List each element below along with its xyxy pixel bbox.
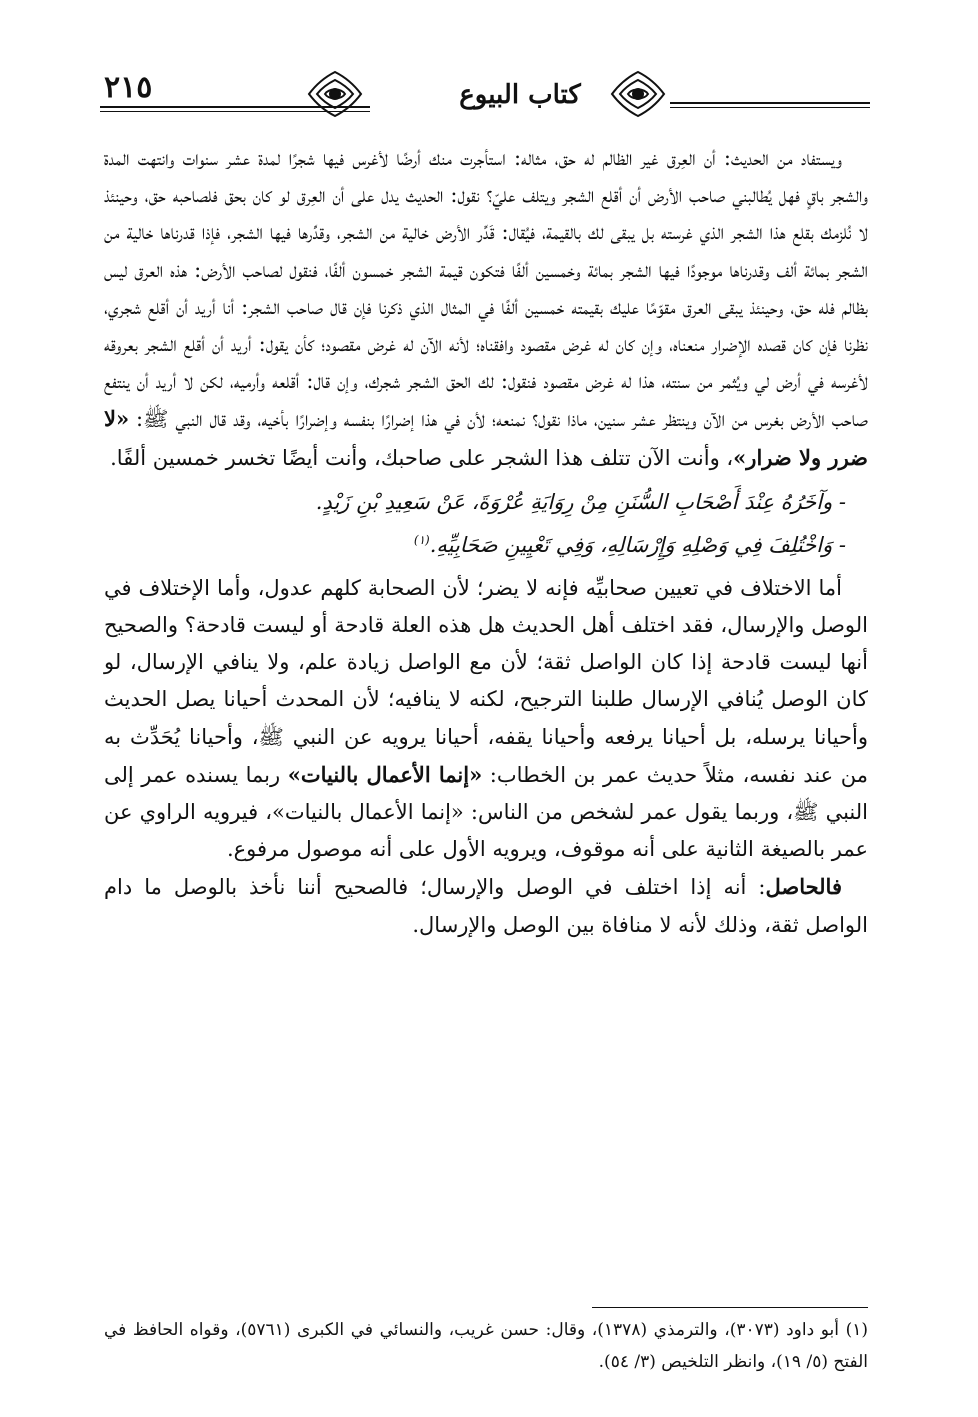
page-header (100, 66, 870, 126)
paragraph-2 (104, 570, 868, 869)
page-number: ٢١٥ (104, 70, 153, 105)
hadith-quote-niyyat: «إنما الأعمال بالنيات» (287, 761, 483, 787)
header-rule-right (670, 102, 870, 104)
paragraph-2-text-b: ربما يسنده عمر إلى النبي ﷺ، وربما يقول عمر لشخص من الناس: «إنما الأعمال بالنيات»، فيرويه الراوي عن عمر بالصيغة الثانية على أنه موقوف، ويرويه الأول على أنه موصول مرفوع. (104, 762, 868, 862)
paragraph-3-lead: فالحاصل (765, 874, 842, 900)
body-text (104, 140, 868, 944)
paragraph-1 (104, 140, 868, 477)
hadith-quote-la-darar: «لا ضرر ولا ضرار» (104, 406, 868, 470)
footnote (104, 1314, 868, 1378)
book-title: كتاب البيوع (459, 80, 581, 110)
ornament-left-icon (305, 68, 365, 120)
footnote-reference: (١) (413, 532, 430, 547)
matn-quotes (104, 483, 868, 564)
paragraph-3-text: : أنه إذا اختلف في الوصل والإرسال؛ فالصحيح أننا نأخذ بالوصل ما دام الواصل ثقة، وذلك لأنه لا منافاة بين الوصل والإرسال. (104, 875, 868, 937)
matn-quote-2 (104, 521, 846, 564)
footnote-divider (592, 1307, 868, 1308)
paragraph-2-text-a: أما الاختلاف في تعيين صحابيِّه فإنه لا يضر؛ لأن الصحابة كلهم عدول، وأما الإختلاف في الوصل والإرسال، فقد اختلف أهل الحديث هل هذه العلة قادحة أو ليست قادحة؟ والصحيح أنها ليست قادحة إذا كان الواصل ثقة؛ لأن مع الواصل زيادة علم، ولا ينافي الإرسال، لو كان الوصل يُنافي الإرسال طلبنا الترجيح، لكنه لا ينافيه؛ لأن المحدث أحيانا يصل الحديث وأحيانا يرسله، بل أحيانا يرفعه وأحيانا يقفه، أحيانا يرويه عن النبي ﷺ، وأحيانا يُحَدِّث به من عند نفسه، مثلاً حديث عمر بن الخطاب: (104, 575, 868, 787)
paragraph-1-text: ويستفاد من الحديث: أن العِرق غير الظالم له حق، مثاله: استأجرت منك أرضًا لأغرس فيها شجرًا لمدة عشر سنوات وانتهت المدة والشجر باقٍ فهل يُطالبني صاحب الأرض أن أقلع الشجر ويتلف عليّ؟ نقول: الحديث يدل على أن العِرق لو كان بحق فلصاحبه حق، وحينئذ لا نُلزمك بقلع هذا الشجر الذي غرسته بل يبقى لك بالقيمة، فيُقال: قَدِّر الأرض خالية من الشجر، وقدِّرها فيها الشجر، فإذا قدرناها خالية من الشجر بمائة ألف وقدرناها موجودًا فيها الشجر بمائة وخمسين ألفًا فتكون قيمة الشجر خمسون ألفًا، فنقول لصاحب الأرض: هذه العرق ليس بظالم فله حق، وحينئذ يبقى العرق مقوّمًا عليك بقيمته خمسين ألفًا في المثال الذي ذكرنا فإن قال صاحب الشجر: أنا أريد أن أقلع شجري، نظرنا فإن كان قصده الإضرار منعناه، وإن كان له غرض مقصود وافقناه؛ لأنه الآن له غرض مقصود؛ كأن يقول: أريد أن أقلع الشجر بعروقه لأغرسه في أرض لي ويُثمر من سنته، هذا له غرض مقصود فنقول: لك الحق الشجر شجرك، وإن قال: أقلعه وأرميه، لكن لا أريد أن ينتفع صاحب الأرض بغرس من الآن وينتظر عشر سنين، ماذا نقول؟ نمنعه؛ لأن في هذا إضرارًا بنفسه وإضرارًا بأخيه، وقد قال النبي ﷺ: (104, 146, 868, 432)
ornament-right-icon (608, 68, 668, 120)
matn-quote-1: - وآخَرُهُ عِنْدَ أَصْحَابِ السُّنَنِ مِنْ رِوَايَةِ عُرْوَةَ، عَنْ سَعِيدِ بْنِ زَيْدٍ. (315, 489, 846, 514)
footnote-text: (١) أبو داود (٣٠٧٣)، والترمذي (١٣٧٨)، وقال: حسن غريب، والنسائي في الكبرى (٥٧٦١)، وقواه الحافظ في الفتح (٥/ ١٩)، وانظر التلخيص (٣/ ٥٤). (104, 1320, 868, 1372)
paragraph-3 (104, 868, 868, 943)
matn-quote-2-text: - وَاخْتُلِفَ فِي وَصْلِهِ وَإِرْسَالِهِ، وَفِي تَعْيِينِ صَحَابِيِّهِ. (429, 532, 846, 557)
paragraph-1-end: ، وأنت الآن تتلف هذا الشجر على صاحبك، وأنت أيضًا تخسر خمسين ألفًا. (110, 445, 734, 470)
